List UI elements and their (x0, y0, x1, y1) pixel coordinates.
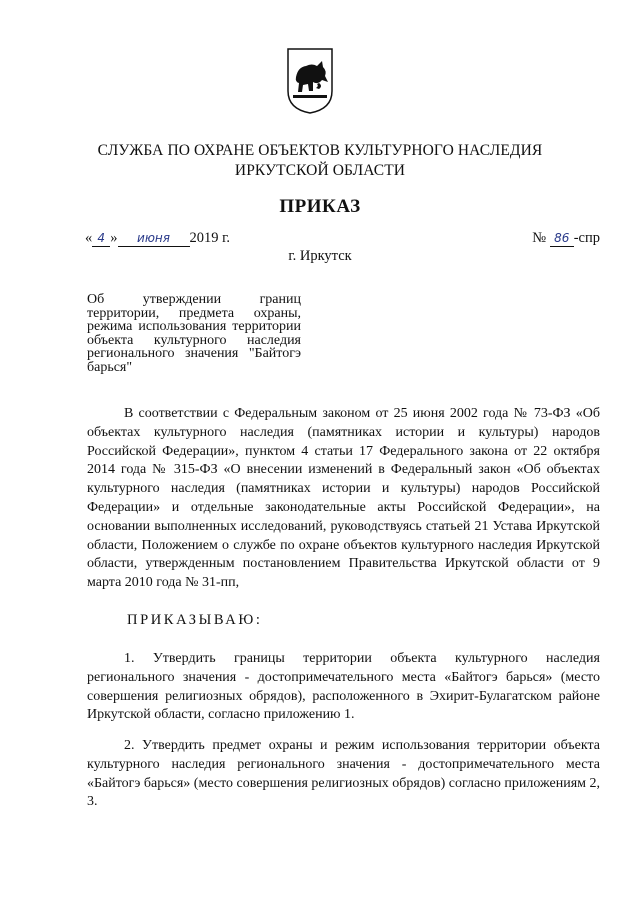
number-suffix: -спр (573, 230, 600, 246)
city: г. Иркутск (288, 248, 352, 264)
org-name-line1: СЛУЖБА ПО ОХРАНЕ ОБЪЕКТОВ КУЛЬТУРНОГО НАСЛЕДИЯ (97, 142, 543, 159)
order-subject: Об утверждении границ территории, предмета охраны, режима использования территории объекта культурного наследия регионального значения "Байтогэ барься" (87, 292, 301, 375)
number-value: 86 (550, 231, 574, 247)
preamble-paragraph: В соответствии с Федеральным законом от 25 июня 2002 года № 73-ФЗ «Об объектах культурного наследия (памятниках истории и культуры) народов Российской Федерации», пунктом 4 статьи 17 Федерального закона от 22 октября 2014 года № 315-ФЗ «О внесении изменений в Федеральный закон «Об объектах культурного наследия (памятниках истории и культуры) народов Российской Федерации» и отдельные законодательные акты Российской Федерации», на основании выполненных исследований, руководствуясь статьей 21 Устава Иркутской области, Положением о службе по охране объектов культурного наследия Иркутской области, утвержденным постановлением Правительства Иркутской области от 9 марта 2010 года № 31-пп, (87, 406, 600, 591)
org-name-line2: ИРКУТСКОЙ ОБЛАСТИ (234, 162, 406, 179)
date-close-quote: » (110, 230, 118, 246)
order-item-1: 1. Утвердить границы территории объекта культурного наследия регионального значения - достопримечательного места «Байтогэ барься» (место совершения религиозных обрядов), расположенного в Эхирит-Булагатском районе Иркутской области, согласно приложению 1. (87, 651, 600, 723)
coat-of-arms-icon (286, 47, 334, 115)
date-year: 2019 г. (189, 230, 231, 246)
date-day: 4 (92, 231, 110, 247)
date-month: июня (118, 231, 190, 247)
order-item-2: 2. Утвердить предмет охраны и режим использования территории объекта культурного наследия регионального значения - достопримечательного места «Байтогэ барься» (место совершения религиозных обрядов) согласно приложениям 2, 3. (87, 738, 600, 810)
date-open-quote: « (85, 230, 93, 246)
order-date (85, 230, 230, 247)
document-title: ПРИКАЗ (279, 196, 361, 217)
order-word: ПРИКАЗЫВАЮ: (127, 612, 263, 628)
order-number (532, 230, 600, 247)
number-prefix: № (532, 230, 547, 246)
